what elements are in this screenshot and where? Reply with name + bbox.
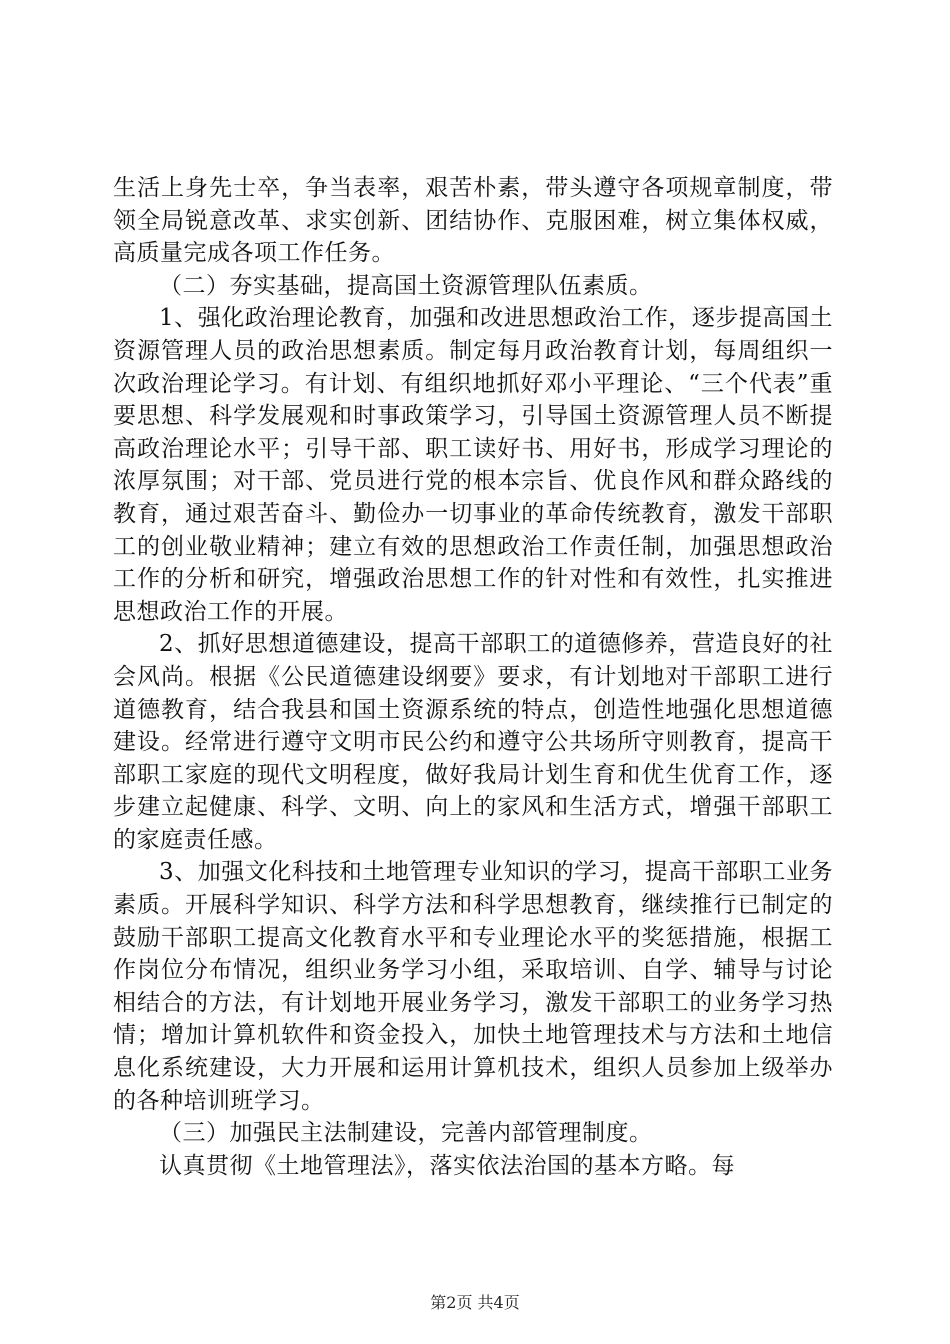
section-heading-2: （二）夯实基础，提高国土资源管理队伍素质。	[159, 272, 653, 299]
page-footer: 第2页 共4页	[430, 1293, 520, 1312]
paragraph-continuation: 生活上身先士卒，争当表率，艰苦朴素，带头遵守各项规章制度，带领全局锐意改革、求实创新、团结协作、克服困难，树立集体权威，高质量完成各项工作任务。	[113, 175, 833, 267]
paragraph-item-2: 2、抓好思想道德建设，提高干部职工的道德修养，营造良好的社会风尚。根据《公民道德建设纲要》要求，有计划地对干部职工进行道德教育，结合我县和国土资源系统的特点，创造性地强化思想道德建设。经常进行遵守文明市民公约和遵守公共场所守则教育，提高干部职工家庭的现代文明程度，做好我局计划生育和优生优育工作，逐步建立起健康、科学、文明、向上的家风和生活方式，增强干部职工的家庭责任感。	[113, 631, 833, 853]
section-heading-3: （三）加强民主法制建设，完善内部管理制度。	[159, 1120, 653, 1147]
paragraph-item-1: 1、强化政治理论教育，加强和改进思想政治工作，逐步提高国土资源管理人员的政治思想素质。制定每月政治教育计划，每周组织一次政治理论学习。有计划、有组织地抓好邓小平理论、“三个代表”重要思想、科学发展观和时事政策学习，引导国土资源管理人员不断提高政治理论水平；引导干部、职工读好书、用好书，形成学习理论的浓厚氛围；对干部、党员进行党的根本宗旨、优良作风和群众路线的教育，通过艰苦奋斗、勤俭办一切事业的革命传统教育，激发干部职工的创业敬业精神；建立有效的思想政治工作责任制，加强思想政治工作的分析和研究，增强政治思想工作的针对性和有效性，扎实推进思想政治工作的开展。	[113, 305, 833, 625]
document-body	[113, 172, 833, 1182]
paragraph-section-3-start: 认真贯彻《土地管理法》，落实依法治国的基本方略。每	[159, 1152, 735, 1179]
paragraph-item-3: 3、加强文化科技和土地管理专业知识的学习，提高干部职工业务素质。开展科学知识、科学方法和科学思想教育，继续推行已制定的鼓励干部职工提高文化教育水平和专业理论水平的奖惩措施，根据工作岗位分布情况，组织业务学习小组，采取培训、自学、辅导与讨论相结合的方法，有计划地开展业务学习，激发干部职工的业务学习热情；增加计算机软件和资金投入，加快土地管理技术与方法和土地信息化系统建设，大力开展和运用计算机技术，组织人员参加上级举办的各种培训班学习。	[113, 859, 833, 1114]
